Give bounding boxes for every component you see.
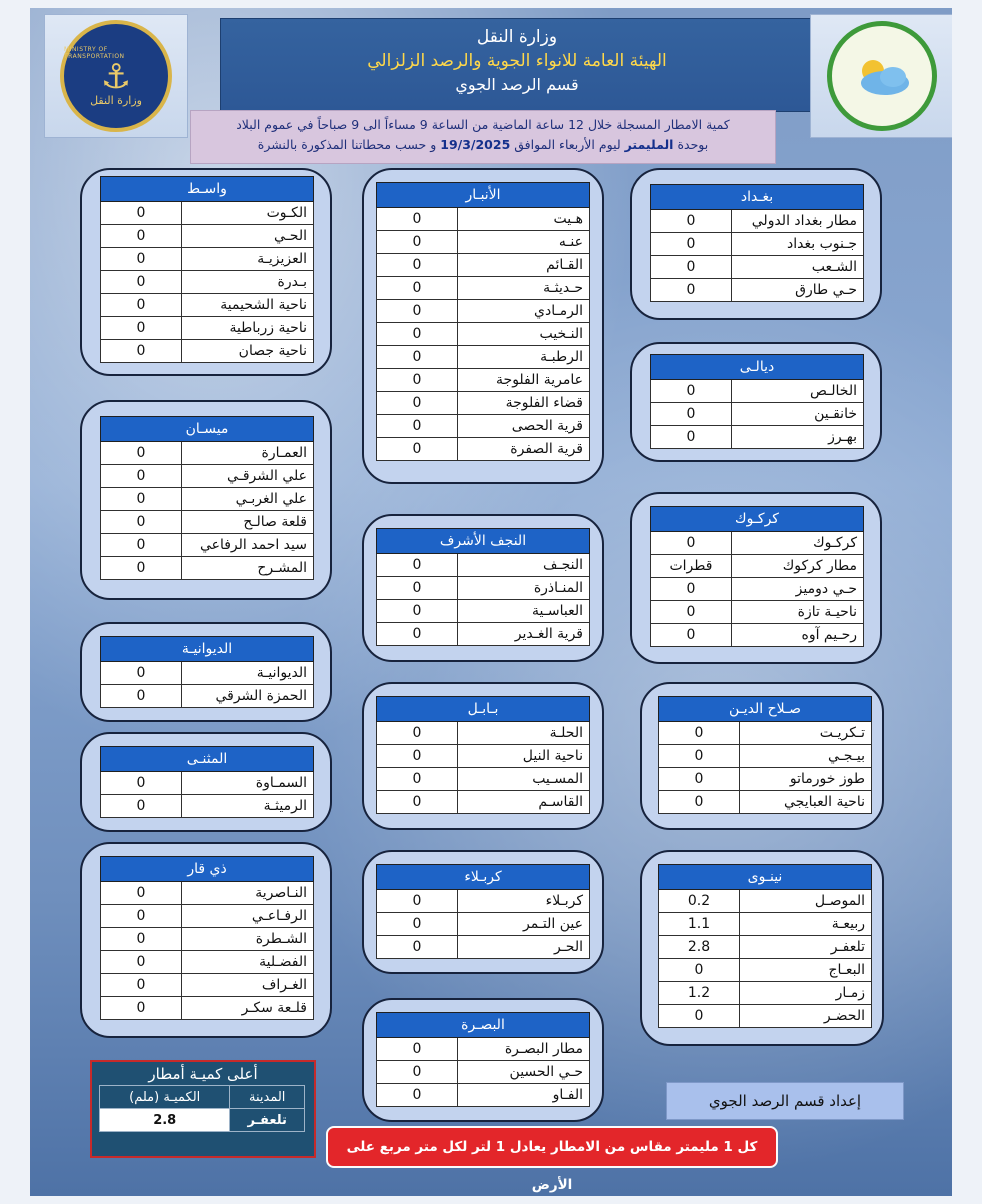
station-row [101, 534, 314, 557]
province-title: ميسـان [101, 417, 314, 442]
rainfall-value: 0 [101, 997, 182, 1020]
station-row [651, 403, 864, 426]
station-row [377, 369, 590, 392]
station-row [101, 772, 314, 795]
unit-name: المليمتر [624, 137, 674, 152]
station-row [377, 415, 590, 438]
conversion-note: كل 1 مليمتر مقاس من الامطار يعادل 1 لتر لكل متر مربع على الأرض [326, 1126, 778, 1168]
station-name: المنـاذرة [457, 577, 589, 600]
station-name: حـديثـة [457, 277, 589, 300]
station-name: ربيعـة [739, 913, 871, 936]
rainfall-value: 0 [377, 554, 458, 577]
province-title: البصـرة [377, 1013, 590, 1038]
rainfall-value: 0 [101, 685, 182, 708]
province-table-anbar [376, 182, 590, 461]
station-name: بيـجـي [739, 745, 871, 768]
rainfall-value: 0 [377, 791, 458, 814]
station-name: بـدرة [181, 271, 313, 294]
rainfall-value: 0 [101, 488, 182, 511]
station-name: الشـطرة [181, 928, 313, 951]
rainfall-value: 0 [659, 791, 740, 814]
rainfall-value: 0 [101, 795, 182, 818]
rainfall-value: 0 [377, 745, 458, 768]
station-name: الرفـاعـي [181, 905, 313, 928]
rainfall-value: 0 [377, 369, 458, 392]
station-row [377, 1038, 590, 1061]
station-row [377, 936, 590, 959]
station-row [377, 745, 590, 768]
station-row [651, 210, 864, 233]
rainfall-value: 0.2 [659, 890, 740, 913]
station-row [101, 557, 314, 580]
rainfall-value: قطرات [651, 555, 732, 578]
rainfall-value: 0 [377, 208, 458, 231]
max-rain-title: أعلى كميـة أمطار [148, 1065, 258, 1083]
station-row [659, 1005, 872, 1028]
station-row [377, 323, 590, 346]
rainfall-value: 0 [651, 624, 732, 647]
station-name: حـي دوميز [731, 578, 863, 601]
description-line-1: كمية الامطار المسجلة خلال 12 ساعة الماضية من الساعة 9 مساءاً الى 9 صباحاً في عموم البلاد [236, 117, 730, 132]
station-row [651, 624, 864, 647]
station-row [377, 890, 590, 913]
station-name: ناحية زرباطية [181, 317, 313, 340]
rainfall-value: 0 [377, 415, 458, 438]
rainfall-value: 0 [651, 233, 732, 256]
rainfall-value: 0 [659, 768, 740, 791]
province-table-babil [376, 696, 590, 814]
station-name: الفـاو [457, 1084, 589, 1107]
sun-cloud-icon [847, 51, 917, 101]
station-row [377, 254, 590, 277]
rainfall-value: 0 [377, 577, 458, 600]
bulletin-date: 19/3/2025 [440, 137, 511, 152]
province-title: كربـلاء [377, 865, 590, 890]
station-name: حـي الحسين [457, 1061, 589, 1084]
rainfall-value: 0 [377, 392, 458, 415]
province-title: النجف الأشرف [377, 529, 590, 554]
province-title: المثنـى [101, 747, 314, 772]
station-row [659, 959, 872, 982]
province-table-basra [376, 1012, 590, 1107]
station-name: قلـعة سكـر [181, 997, 313, 1020]
meteorology-logo-box [810, 14, 952, 138]
station-row [101, 795, 314, 818]
station-row [101, 928, 314, 951]
station-name: الديوانيـة [181, 662, 313, 685]
station-name: الحلـة [457, 722, 589, 745]
station-row [377, 554, 590, 577]
rainfall-value: 0 [659, 959, 740, 982]
rainfall-value: 0 [377, 231, 458, 254]
rainfall-value: 0 [651, 426, 732, 449]
rainfall-value: 0 [101, 465, 182, 488]
station-row [651, 256, 864, 279]
station-row [651, 601, 864, 624]
station-name: النجـف [457, 554, 589, 577]
station-row [377, 623, 590, 646]
station-name: الرميثـة [181, 795, 313, 818]
department-title: قسم الرصد الجوي [455, 75, 579, 94]
station-row [377, 277, 590, 300]
station-name: الحـر [457, 936, 589, 959]
max-rain-table [99, 1085, 305, 1132]
station-row [377, 577, 590, 600]
station-name: الرطبـة [457, 346, 589, 369]
max-rain-box [90, 1060, 316, 1158]
rainfall-value: 0 [377, 346, 458, 369]
rainfall-value: 0 [101, 905, 182, 928]
station-name: كركـوك [731, 532, 863, 555]
station-row [377, 346, 590, 369]
province-title: بغـداد [651, 185, 864, 210]
station-name: ناحية العبايجي [739, 791, 871, 814]
bulletin-page [30, 8, 952, 1196]
province-title: ديالـى [651, 355, 864, 380]
station-name: العمـارة [181, 442, 313, 465]
ministry-logo-ring-text: MINISTRY OF TRANSPORTATION [64, 45, 125, 60]
station-row [651, 555, 864, 578]
station-name: الشـعب [731, 256, 863, 279]
station-name: مطار البصـرة [457, 1038, 589, 1061]
rainfall-value: 0 [101, 662, 182, 685]
station-row [377, 600, 590, 623]
description-line-2 [191, 135, 775, 155]
header-banner [220, 18, 814, 112]
rainfall-value: 0 [377, 623, 458, 646]
station-name: الفضـلية [181, 951, 313, 974]
station-row [377, 768, 590, 791]
province-table-salahaddin [658, 696, 872, 814]
station-name: عين التـمر [457, 913, 589, 936]
station-name: خانقـين [731, 403, 863, 426]
rainfall-value: 0 [659, 1005, 740, 1028]
station-row [101, 685, 314, 708]
station-row [101, 974, 314, 997]
rainfall-value: 0 [377, 1038, 458, 1061]
station-row [651, 380, 864, 403]
rainfall-value: 0 [101, 534, 182, 557]
rainfall-value: 0 [651, 578, 732, 601]
rainfall-value: 0 [651, 403, 732, 426]
rainfall-value: 0 [101, 882, 182, 905]
station-row [101, 465, 314, 488]
station-row [101, 340, 314, 363]
station-name: قلعة صالـح [181, 511, 313, 534]
station-name: تلعفـر [739, 936, 871, 959]
station-row [659, 791, 872, 814]
station-name: ناحيـة تازة [731, 601, 863, 624]
station-row [101, 248, 314, 271]
station-name: السمـاوة [181, 772, 313, 795]
province-table-wasit [100, 176, 314, 363]
station-name: المسـيب [457, 768, 589, 791]
rainfall-value: 0 [377, 600, 458, 623]
station-name: طوز خورماتو [739, 768, 871, 791]
station-name: النـاصرية [181, 882, 313, 905]
station-row [101, 202, 314, 225]
authority-title: الهيئة العامة للانواء الجوية والرصد الزلزالي [367, 51, 667, 71]
province-table-najaf [376, 528, 590, 646]
station-name: مطار بغداد الدولي [731, 210, 863, 233]
station-row [659, 745, 872, 768]
station-row [101, 225, 314, 248]
rainfall-value: 0 [377, 936, 458, 959]
station-name: الحضـر [739, 1005, 871, 1028]
rainfall-value: 0 [101, 511, 182, 534]
station-row [651, 279, 864, 302]
station-row [101, 442, 314, 465]
station-row [659, 913, 872, 936]
rainfall-value: 0 [101, 928, 182, 951]
station-row [377, 231, 590, 254]
station-row [659, 722, 872, 745]
rainfall-value: 0 [377, 323, 458, 346]
province-table-dhiqar [100, 856, 314, 1020]
rainfall-value: 0 [101, 951, 182, 974]
station-name: العزيزيـة [181, 248, 313, 271]
station-name: قرية الحصى [457, 415, 589, 438]
rainfall-value: 0 [377, 913, 458, 936]
province-table-diwaniyah [100, 636, 314, 708]
station-name: كربـلاء [457, 890, 589, 913]
station-row [377, 438, 590, 461]
province-table-ninawa [658, 864, 872, 1028]
province-title: بـابـل [377, 697, 590, 722]
rainfall-value: 0 [651, 601, 732, 624]
station-name: علي الشرقـي [181, 465, 313, 488]
station-row [377, 791, 590, 814]
province-table-diyala [650, 354, 864, 449]
rainfall-value: 2.8 [659, 936, 740, 959]
province-table-muthanna [100, 746, 314, 818]
station-name: قضاء الفلوجة [457, 392, 589, 415]
station-name: الكـوت [181, 202, 313, 225]
station-row [377, 392, 590, 415]
station-row [101, 271, 314, 294]
station-row [101, 905, 314, 928]
station-name: الغـراف [181, 974, 313, 997]
station-name: ناحية الشحيمية [181, 294, 313, 317]
province-title: واسـط [101, 177, 314, 202]
station-name: الرمـادي [457, 300, 589, 323]
province-title: كركـوك [651, 507, 864, 532]
rainfall-value: 0 [377, 254, 458, 277]
anchor-wings-icon: ⚓ [100, 56, 132, 97]
station-name: العباسـية [457, 600, 589, 623]
station-name: قرية الصفرة [457, 438, 589, 461]
station-name: القـائم [457, 254, 589, 277]
rainfall-value: 0 [101, 294, 182, 317]
rainfall-value: 0 [651, 380, 732, 403]
rainfall-value: 0 [101, 974, 182, 997]
station-name: تـكريـت [739, 722, 871, 745]
station-name: ناحية جصان [181, 340, 313, 363]
rainfall-value: 0 [377, 1061, 458, 1084]
meteorology-authority-logo [827, 21, 937, 131]
station-row [101, 662, 314, 685]
province-title: نينـوى [659, 865, 872, 890]
station-row [377, 1084, 590, 1107]
station-name: عنـه [457, 231, 589, 254]
rainfall-value: 0 [101, 271, 182, 294]
station-name: زمـار [739, 982, 871, 1005]
max-rain-col-amount: الكميـة (ملم) [100, 1086, 230, 1109]
province-title: الأنبـار [377, 183, 590, 208]
rainfall-value: 0 [651, 532, 732, 555]
station-name: الموصـل [739, 890, 871, 913]
station-name: رحـيم آوه [731, 624, 863, 647]
station-name: جـنوب بغداد [731, 233, 863, 256]
station-row [377, 913, 590, 936]
province-title: ذي قار [101, 857, 314, 882]
prepared-by-label: إعداد قسم الرصد الجوي [666, 1082, 904, 1120]
station-name: ناحية النيل [457, 745, 589, 768]
station-row [377, 208, 590, 231]
station-row [659, 890, 872, 913]
max-rain-city: تلعفـر [230, 1109, 305, 1132]
province-table-maysan [100, 416, 314, 580]
station-row [377, 722, 590, 745]
station-row [101, 488, 314, 511]
rainfall-value: 0 [377, 438, 458, 461]
rainfall-value: 0 [377, 722, 458, 745]
station-row [101, 511, 314, 534]
province-table-baghdad [650, 184, 864, 302]
station-name: بهـرز [731, 426, 863, 449]
station-row [651, 233, 864, 256]
station-name: سيد احمد الرفاعي [181, 534, 313, 557]
station-name: مطار كركوك [731, 555, 863, 578]
rainfall-value: 0 [101, 225, 182, 248]
rainfall-value: 0 [101, 442, 182, 465]
ministry-logo-box [44, 14, 188, 138]
station-row [651, 426, 864, 449]
station-name: عامرية الفلوجة [457, 369, 589, 392]
rainfall-value: 0 [377, 768, 458, 791]
rainfall-value: 0 [651, 279, 732, 302]
rainfall-value: 1.2 [659, 982, 740, 1005]
station-row [659, 982, 872, 1005]
station-name: القاسـم [457, 791, 589, 814]
station-row [377, 1061, 590, 1084]
station-name: النـخيب [457, 323, 589, 346]
station-row [659, 768, 872, 791]
station-row [659, 936, 872, 959]
station-name: هـيت [457, 208, 589, 231]
ministry-title: وزارة النقل [476, 27, 558, 47]
rainfall-value: 0 [651, 210, 732, 233]
rainfall-value: 0 [377, 277, 458, 300]
rainfall-value: 0 [659, 745, 740, 768]
station-row [101, 317, 314, 340]
station-row [101, 294, 314, 317]
description-suffix: و حسب محطاتنا المذكورة بالنشرة [257, 137, 437, 152]
rainfall-value: 0 [377, 1084, 458, 1107]
max-rain-amount: 2.8 [100, 1109, 230, 1132]
rainfall-value: 0 [659, 722, 740, 745]
rainfall-value: 0 [101, 772, 182, 795]
station-name: البعـاج [739, 959, 871, 982]
station-row [101, 951, 314, 974]
station-name: حـي طارق [731, 279, 863, 302]
rainfall-value: 0 [377, 890, 458, 913]
max-rain-col-city: المدينة [230, 1086, 305, 1109]
station-row [101, 997, 314, 1020]
rainfall-value: 0 [101, 248, 182, 271]
bulletin-description [190, 110, 776, 164]
ministry-logo-text: وزارة النقل [90, 93, 142, 107]
station-name: علي الغربـي [181, 488, 313, 511]
ministry-transport-logo [60, 20, 172, 132]
province-table-kirkuk [650, 506, 864, 647]
rainfall-value: 0 [101, 557, 182, 580]
station-row [651, 532, 864, 555]
province-title: صـلاح الديـن [659, 697, 872, 722]
rainfall-value: 1.1 [659, 913, 740, 936]
rainfall-value: 0 [651, 256, 732, 279]
rainfall-value: 0 [101, 317, 182, 340]
station-name: الحـي [181, 225, 313, 248]
station-name: قرية الغـدير [457, 623, 589, 646]
station-row [377, 300, 590, 323]
rainfall-value: 0 [101, 340, 182, 363]
station-name: المشـرح [181, 557, 313, 580]
rainfall-value: 0 [377, 300, 458, 323]
station-row [651, 578, 864, 601]
province-title: الديوانيـة [101, 637, 314, 662]
unit-prefix: بوحدة [677, 137, 709, 152]
date-prefix: ليوم الأربعاء الموافق [514, 137, 621, 152]
rainfall-value: 0 [101, 202, 182, 225]
station-name: الحمزة الشرقي [181, 685, 313, 708]
station-row [101, 882, 314, 905]
station-name: الخالـص [731, 380, 863, 403]
province-table-karbala [376, 864, 590, 959]
